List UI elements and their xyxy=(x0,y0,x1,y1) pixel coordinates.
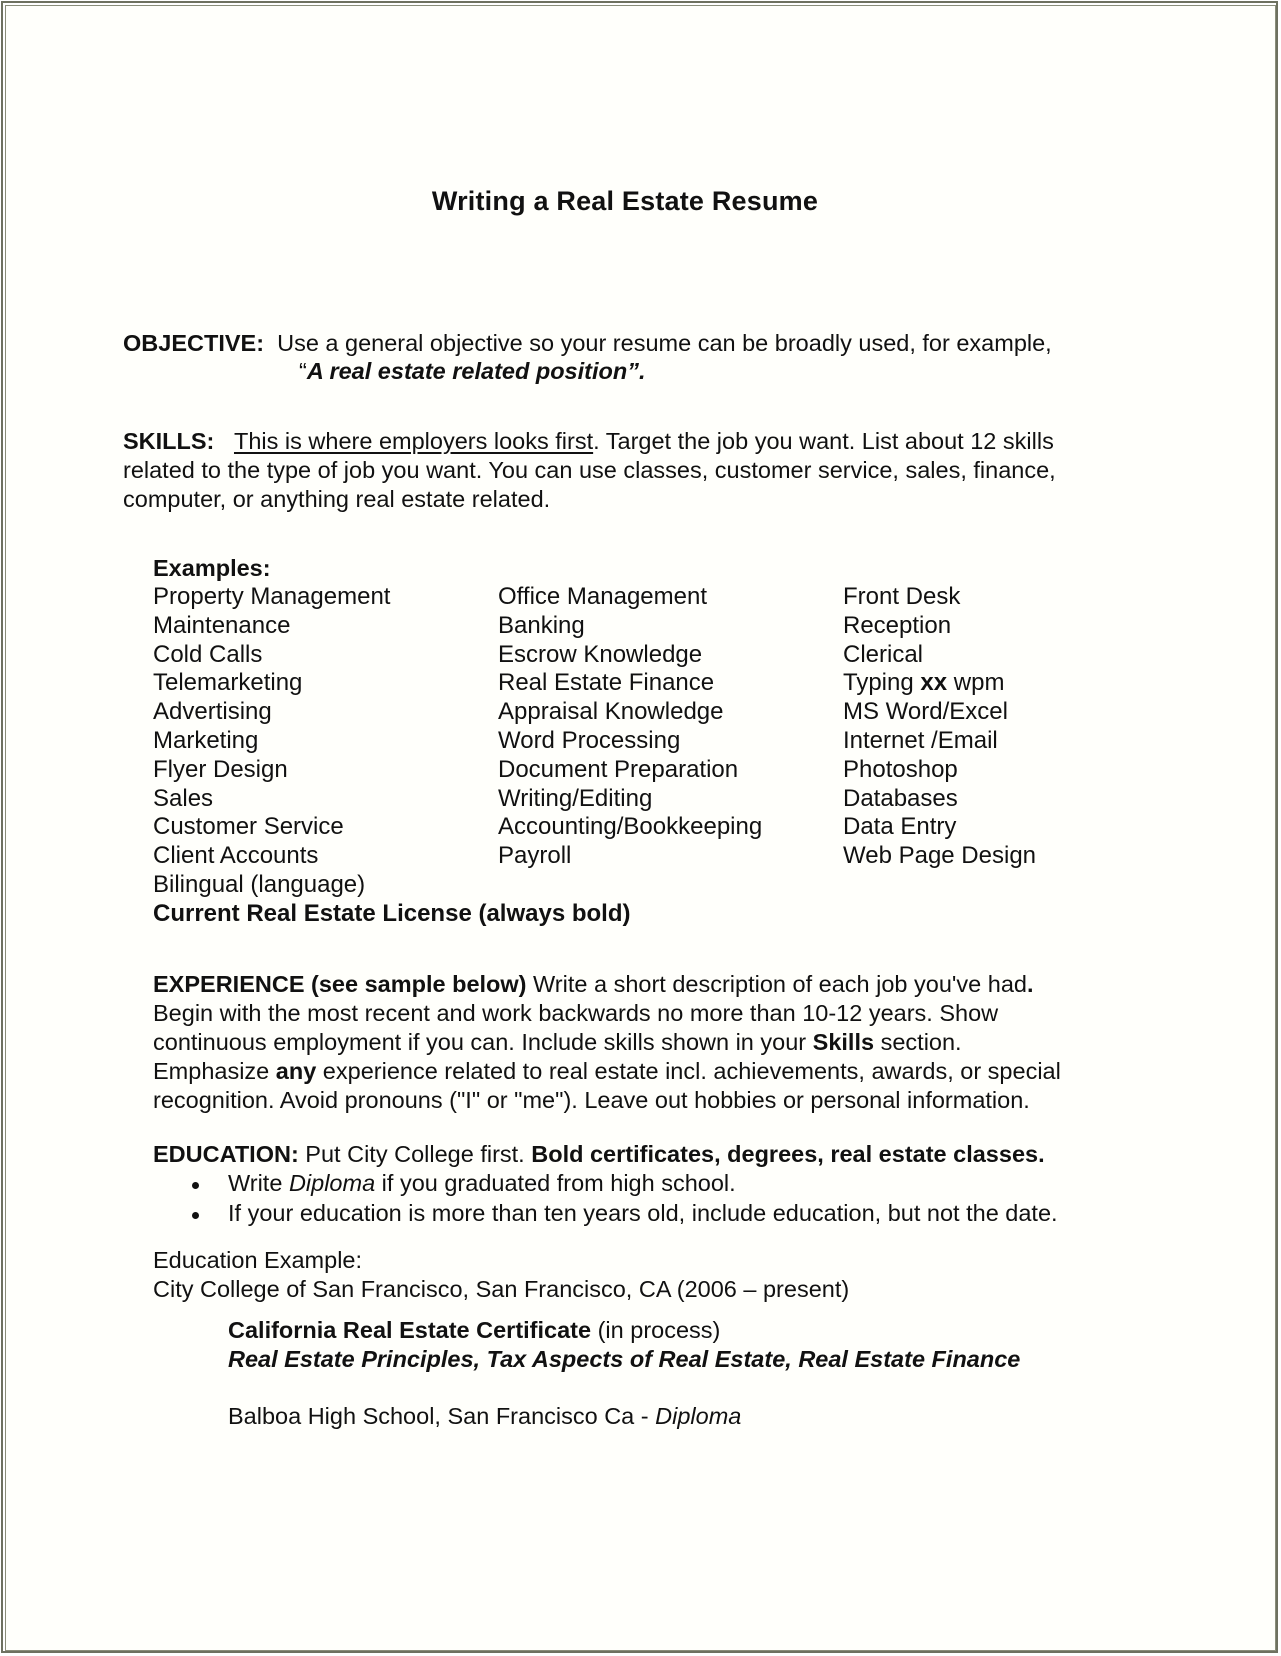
skill-item: Maintenance xyxy=(153,611,291,639)
document-title: Writing a Real Estate Resume xyxy=(431,186,819,216)
skill-item: Accounting/Bookkeeping xyxy=(498,813,763,841)
skill-item: Advertising xyxy=(153,698,272,726)
open-quote: “ xyxy=(299,358,307,384)
skill-item: Web Page Design xyxy=(843,842,1037,870)
skill-item: Appraisal Knowledge xyxy=(498,698,724,726)
skills-column-3 xyxy=(843,583,1036,871)
experience-line-4-post: experience related to real estate incl. achievements, awards, or special xyxy=(316,1058,1061,1084)
education-bullet-1 xyxy=(228,1169,736,1198)
examples-heading: Examples: xyxy=(153,555,271,581)
education-label: EDUCATION: xyxy=(153,1141,299,1167)
skills-underlined-text: This is where employers looks first xyxy=(233,428,594,454)
education-line xyxy=(153,1140,1045,1169)
bullet-1-pre: Write xyxy=(228,1170,289,1196)
skill-item: Data Entry xyxy=(843,813,957,841)
experience-line-3-post: section. xyxy=(874,1029,962,1055)
skill-item: Cold Calls xyxy=(153,640,263,668)
experience-line-1-text: Write a short description of each job you've had xyxy=(526,971,1027,997)
experience-period: . xyxy=(1026,971,1034,997)
skill-item: Telemarketing xyxy=(153,669,303,697)
skill-item: Banking xyxy=(498,611,585,639)
skill-item-typing xyxy=(843,669,1036,698)
skill-item: Client Accounts xyxy=(153,842,319,870)
skills-line-1 xyxy=(123,427,1054,456)
bullet-icon xyxy=(192,1212,199,1219)
skill-item: MS Word/Excel xyxy=(843,698,1008,726)
typing-pre: Typing xyxy=(843,669,921,697)
experience-line-5: recognition. Avoid pronouns ("I" or "me"). Leave out hobbies or personal information. xyxy=(153,1087,1030,1113)
skill-item: Photoshop xyxy=(843,755,958,783)
skill-item: Writing/Editing xyxy=(498,784,653,812)
typing-post: wpm xyxy=(947,669,1005,697)
objective-example-text: A real estate related position”. xyxy=(306,358,646,384)
experience-line-1 xyxy=(153,970,1034,999)
experience-line-3 xyxy=(153,1028,962,1057)
skill-item: Payroll xyxy=(498,842,572,870)
experience-any-bold: any xyxy=(275,1058,317,1084)
skill-item: Internet /Email xyxy=(843,726,998,754)
experience-line-4-pre: Emphasize xyxy=(153,1058,276,1084)
skills-label: SKILLS: xyxy=(123,428,215,454)
education-courses: Real Estate Principles, Tax Aspects of Real Estate, Real Estate Finance xyxy=(228,1346,1021,1372)
skill-item: Flyer Design xyxy=(153,755,288,783)
objective-example xyxy=(299,357,646,386)
high-school-text: Balboa High School, San Francisco Ca - xyxy=(228,1403,656,1429)
certificate-bold: California Real Estate Certificate xyxy=(228,1317,592,1343)
education-high-school xyxy=(228,1402,741,1431)
skill-item: Clerical xyxy=(843,640,924,668)
skills-column-2 xyxy=(498,583,762,871)
skill-item: Bilingual (language) xyxy=(153,870,366,898)
education-bold-text: Bold certificates, degrees, real estate classes. xyxy=(531,1141,1045,1167)
education-college-line: City College of San Francisco, San Francisco, CA (2006 – present) xyxy=(153,1276,850,1302)
skill-item: Word Processing xyxy=(498,726,681,754)
education-text: Put City College first. xyxy=(298,1141,532,1167)
skills-line-3: computer, or anything real estate related. xyxy=(123,486,551,512)
bullet-1-italic: Diploma xyxy=(288,1170,376,1196)
skill-item: Office Management xyxy=(498,583,708,610)
experience-line-4 xyxy=(153,1057,1061,1086)
license-note: Current Real Estate License (always bold) xyxy=(153,899,631,927)
education-bullet-2: If your education is more than ten years old, include education, but not the date. xyxy=(228,1200,1058,1226)
skill-item: Real Estate Finance xyxy=(498,669,715,697)
skills-line-2: related to the type of job you want. You can use classes, customer service, sales, finance, xyxy=(123,457,1056,483)
bullet-icon xyxy=(192,1182,199,1189)
skill-item: Customer Service xyxy=(153,813,344,841)
high-school-diploma: Diploma xyxy=(655,1403,742,1429)
skill-item: Front Desk xyxy=(843,583,961,610)
experience-skills-bold: Skills xyxy=(812,1029,875,1055)
typing-bold: xx xyxy=(920,669,948,697)
skill-item: Marketing xyxy=(153,726,259,754)
skill-item: Escrow Knowledge xyxy=(498,640,703,668)
objective-text: Use a general objective so your resume can be broadly used, for example, xyxy=(277,330,1052,356)
objective-line xyxy=(123,329,1052,358)
skills-line-1-rest: . Target the job you want. List about 12 skills xyxy=(593,428,1054,454)
skill-item: Property Management xyxy=(153,583,391,610)
experience-label: EXPERIENCE (see sample below) xyxy=(153,971,527,997)
skill-item: Document Preparation xyxy=(498,755,739,783)
skill-item: Reception xyxy=(843,611,952,639)
education-certificate-line xyxy=(228,1316,720,1345)
bullet-1-post: if you graduated from high school. xyxy=(375,1170,736,1196)
education-example-heading: Education Example: xyxy=(153,1247,363,1273)
skill-item: Databases xyxy=(843,784,958,812)
experience-line-2: Begin with the most recent and work backwards no more than 10-12 years. Show xyxy=(153,1000,999,1026)
certificate-rest: (in process) xyxy=(591,1317,721,1343)
objective-label: OBJECTIVE: xyxy=(123,330,265,356)
skill-item: Sales xyxy=(153,784,214,812)
experience-line-3-pre: continuous employment if you can. Include skills shown in your xyxy=(153,1029,813,1055)
